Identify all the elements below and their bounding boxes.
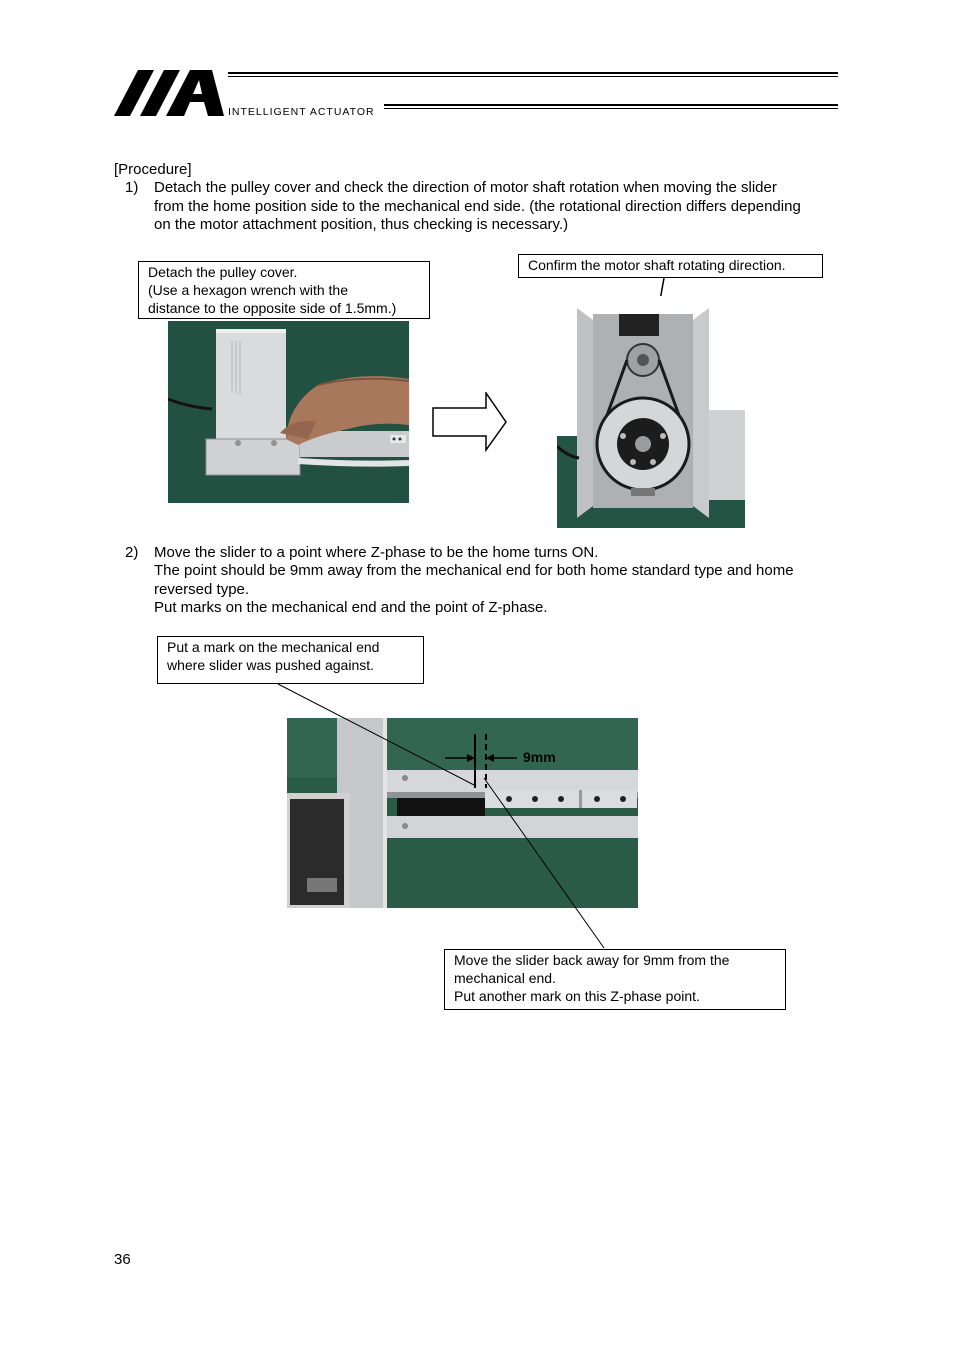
leader-lines <box>270 682 620 952</box>
step1-line-3: on the motor attachment position, thus checking is necessary.) <box>154 216 569 233</box>
step2-line-1: Move the slider to a point where Z-phase to be the home turns ON. <box>154 544 599 561</box>
page-number: 36 <box>114 1251 131 1268</box>
callout-detach-pulley-cover <box>138 261 430 319</box>
brand-name: INTELLIGENT ACTUATOR <box>228 106 375 118</box>
step2-number: 2) <box>125 544 139 561</box>
callout-line: where slider was pushed against. <box>167 657 375 673</box>
header-rule-bottom-thin <box>384 108 838 109</box>
header-rule-top-thin <box>228 76 838 77</box>
iai-logo <box>114 70 226 116</box>
header-rule-top-thick <box>228 72 838 74</box>
step1-number: 1) <box>125 179 139 196</box>
callout-line: Detach the pulley cover. <box>148 264 298 280</box>
right-arrow-icon <box>432 392 508 452</box>
procedure-heading: [Procedure] <box>114 161 192 178</box>
callout-line: Put another mark on this Z-phase point. <box>454 988 700 1004</box>
callout-line: (Use a hexagon wrench with the <box>148 282 348 298</box>
photo-detach-cover <box>168 321 409 503</box>
callout-line: Put a mark on the mechanical end <box>167 639 380 655</box>
step1-line-2: from the home position side to the mechanical end side. (the rotational direction differs depending <box>154 198 801 215</box>
step2-line-4: Put marks on the mechanical end and the point of Z-phase. <box>154 599 548 616</box>
callout-line: mechanical end. <box>454 970 556 986</box>
step1-line-1: Detach the pulley cover and check the direction of motor shaft rotation when moving the slider <box>154 179 777 196</box>
dimension-9mm-label: 9mm <box>523 749 556 765</box>
callout-line: Move the slider back away for 9mm from the <box>454 952 730 968</box>
callout-mark-mechanical-end <box>157 636 424 684</box>
callout-line: Confirm the motor shaft rotating direction. <box>528 257 786 273</box>
step2-line-2: The point should be 9mm away from the mechanical end for both home standard type and home <box>154 562 794 579</box>
header-rule-bottom-thick <box>384 104 838 106</box>
step2-line-3: reversed type. <box>154 581 250 598</box>
callout-move-slider-9mm <box>444 949 786 1010</box>
callout-line: distance to the opposite side of 1.5mm.) <box>148 300 397 316</box>
photo-motor-pulley <box>557 296 745 528</box>
callout-confirm-rotation <box>518 254 823 278</box>
